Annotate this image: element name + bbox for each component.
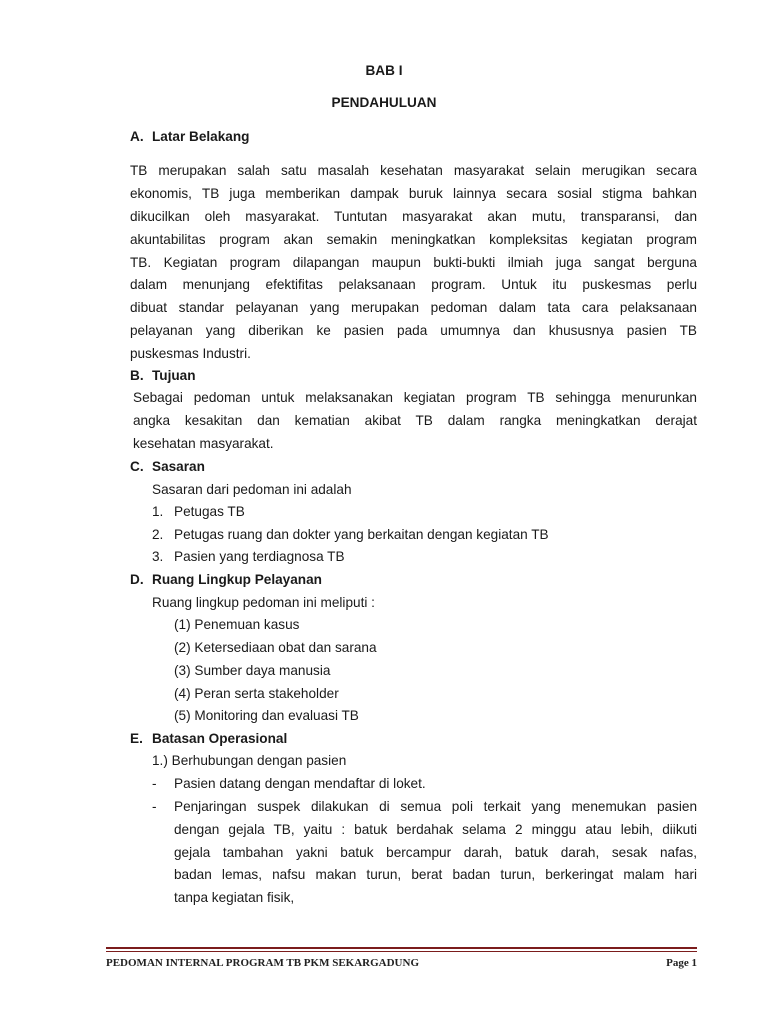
section-c-heading (130, 458, 697, 475)
bullet-item (152, 775, 719, 792)
list-item: (3) Sumber daya manusia (174, 663, 331, 678)
section-c-intro: Sasaran dari pedoman ini adalah (152, 482, 352, 497)
paragraph-line: dibuat standar pelayanan yang merupakan pedoman dalam tata cara pelaksanaan (130, 300, 697, 315)
list-number: 3. (152, 549, 164, 564)
footer-rule-bottom (106, 951, 697, 952)
paragraph-line: dalam menunjang efektifitas pelaksanaan program. Untuk itu puskesmas perlu (130, 277, 697, 292)
bullet-text: Pasien datang dengan mendaftar di loket. (174, 776, 426, 791)
list-item: (2) Ketersediaan obat dan sarana (174, 640, 377, 655)
section-e-title: Batasan Operasional (152, 731, 288, 746)
paragraph-line: TB merupakan salah satu masalah kesehatan masyarakat selain merugikan secara (130, 163, 697, 178)
section-c-letter: C. (130, 459, 144, 474)
section-d-title: Ruang Lingkup Pelayanan (152, 572, 322, 587)
section-d-intro: Ruang lingkup pedoman ini meliputi : (152, 595, 375, 610)
bullet-line: gejala tambahan yakni batuk bercampur darah, batuk darah, sesak nafas, (174, 845, 697, 860)
bullet-line: badan lemas, nafsu makan turun, berat badan turun, berkeringat malam hari (174, 867, 697, 882)
section-b-heading (130, 367, 697, 384)
paragraph-line: TB. Kegiatan program dilapangan maupun bukti-bukti ilmiah juga sangat berguna (130, 255, 697, 270)
bullet-dash: - (152, 776, 157, 791)
section-e-subheading: 1.) Berhubungan dengan pasien (152, 753, 347, 768)
list-item: (5) Monitoring dan evaluasi TB (174, 708, 359, 723)
section-c-title: Sasaran (152, 459, 205, 474)
paragraph-line: puskesmas Industri. (130, 346, 251, 361)
paragraph-line: akuntabilitas program akan semakin meningkatkan kompleksitas kegiatan program (130, 232, 697, 247)
bullet-line: Penjaringan suspek dilakukan di semua poli terkait yang menemukan pasien (174, 799, 697, 814)
list-number: 2. (152, 527, 164, 542)
paragraph-line: Sebagai pedoman untuk melaksanakan kegiatan program TB sehingga menurunkan (133, 390, 697, 405)
list-item: (4) Peran serta stakeholder (174, 686, 339, 701)
footer-document-title: PEDOMAN INTERNAL PROGRAM TB PKM SEKARGADUNG (106, 957, 420, 969)
paragraph-line: kesehatan masyarakat. (133, 436, 274, 451)
list-number: 1. (152, 504, 164, 519)
list-item: (1) Penemuan kasus (174, 617, 300, 632)
page-title: PENDAHULUAN (331, 95, 437, 110)
section-e-heading (130, 730, 697, 747)
bullet-dash: - (152, 799, 157, 814)
section-b-letter: B. (130, 368, 144, 383)
list-item (152, 548, 719, 565)
paragraph-line: dikucilkan oleh masyarakat. Tuntutan masyarakat akan mutu, transparansi, dan (130, 209, 697, 224)
section-e-letter: E. (130, 731, 143, 746)
section-d-heading (130, 571, 697, 588)
list-text: Petugas ruang dan dokter yang berkaitan dengan kegiatan TB (174, 527, 549, 542)
section-b-title: Tujuan (152, 368, 196, 383)
paragraph-line: ekonomis, TB juga memberikan dampak buruk lainnya secara sosial stigma bahkan (130, 186, 697, 201)
section-a-heading (130, 128, 697, 145)
paragraph-line: pelayanan yang diberikan ke pasien pada umumnya dan khususnya pasien TB (130, 323, 697, 338)
section-a-letter: A. (130, 129, 144, 144)
section-d-letter: D. (130, 572, 144, 587)
list-item (152, 526, 719, 543)
section-a-title: Latar Belakang (152, 129, 250, 144)
list-text: Pasien yang terdiagnosa TB (174, 549, 345, 564)
list-text: Petugas TB (174, 504, 245, 519)
chapter-label: BAB I (365, 63, 403, 78)
footer-page-number: Page 1 (666, 957, 697, 969)
paragraph-line: angka kesakitan dan kematian akibat TB dalam rangka meningkatkan derajat (133, 413, 697, 428)
bullet-line: dengan gejala TB, yaitu : batuk berdahak selama 2 minggu atau lebih, diikuti (174, 822, 697, 837)
bullet-line: tanpa kegiatan fisik, (174, 890, 295, 905)
list-item (152, 503, 719, 520)
footer-rule-top (106, 947, 697, 949)
